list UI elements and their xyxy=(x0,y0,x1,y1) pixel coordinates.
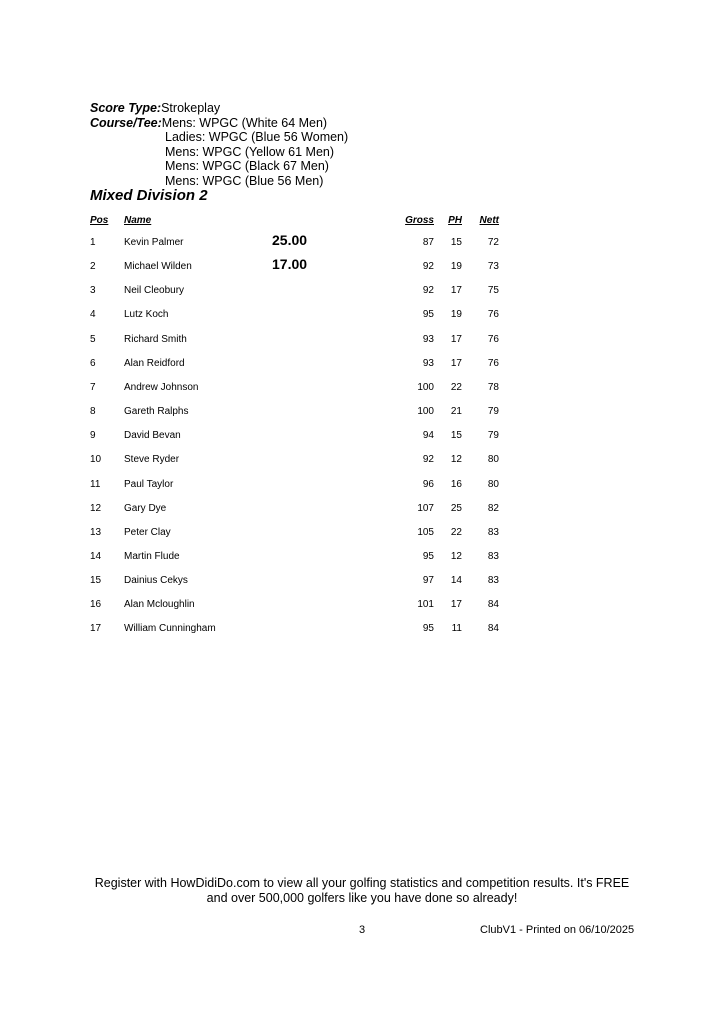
cell-pos: 14 xyxy=(90,550,102,562)
cell-bonus: 25.00 xyxy=(272,232,308,248)
footer-line-1: Register with HowDidiDo.com to view all your golfing statistics and competition results. It's FREE xyxy=(94,876,630,890)
cell-gross: 93 xyxy=(422,357,434,369)
cell-name: Andrew Johnson xyxy=(124,381,199,393)
cell-ph: 25 xyxy=(450,502,462,514)
table-row xyxy=(0,309,724,325)
footer-note xyxy=(0,876,724,906)
cell-gross: 94 xyxy=(422,430,434,442)
course-tee-line xyxy=(90,116,348,131)
table-row xyxy=(0,232,724,253)
cell-pos: 16 xyxy=(90,599,102,611)
cell-pos: 13 xyxy=(90,526,102,538)
cell-ph: 15 xyxy=(450,237,462,248)
cell-pos: 15 xyxy=(90,575,102,587)
cell-ph: 17 xyxy=(450,333,462,345)
course-tee-label: Course/Tee: xyxy=(90,115,162,130)
cell-gross: 96 xyxy=(422,478,434,490)
cell-nett: 84 xyxy=(487,623,499,635)
page-number: 3 xyxy=(359,924,366,936)
cell-nett: 80 xyxy=(487,454,499,466)
cell-nett: 80 xyxy=(487,478,499,490)
cell-ph: 17 xyxy=(450,357,462,369)
tee-item: Mens: WPGC (Yellow 61 Men) xyxy=(165,144,335,159)
col-header-ph: PH xyxy=(448,215,462,226)
table-row xyxy=(0,551,724,567)
cell-nett: 72 xyxy=(487,237,499,248)
cell-pos: 12 xyxy=(90,502,102,514)
cell-pos: 6 xyxy=(90,357,96,369)
cell-nett: 76 xyxy=(487,357,499,369)
cell-name: Kevin Palmer xyxy=(124,237,184,248)
cell-gross: 105 xyxy=(417,526,434,538)
cell-gross: 92 xyxy=(422,285,434,297)
table-row xyxy=(0,575,724,591)
cell-nett: 82 xyxy=(487,502,499,514)
cell-gross: 97 xyxy=(422,575,434,587)
cell-gross: 87 xyxy=(422,237,434,248)
cell-ph: 19 xyxy=(450,309,462,321)
cell-nett: 78 xyxy=(487,381,499,393)
cell-gross: 93 xyxy=(422,333,434,345)
cell-pos: 7 xyxy=(90,381,96,393)
table-row xyxy=(0,527,724,543)
division-title: Mixed Division 2 xyxy=(90,187,208,204)
cell-name: William Cunningham xyxy=(124,623,216,635)
cell-pos: 2 xyxy=(90,261,96,273)
cell-pos: 9 xyxy=(90,430,96,442)
cell-nett: 83 xyxy=(487,575,499,587)
cell-name: David Bevan xyxy=(124,430,181,442)
cell-gross: 101 xyxy=(417,599,434,611)
table-row xyxy=(0,503,724,519)
cell-name: Peter Clay xyxy=(124,526,171,538)
cell-gross: 95 xyxy=(422,309,434,321)
cell-name: Steve Ryder xyxy=(124,454,180,466)
cell-gross: 92 xyxy=(422,261,434,273)
table-row xyxy=(0,406,724,422)
footer-line-2: and over 500,000 golfers like you have done so already! xyxy=(206,891,518,905)
cell-pos: 1 xyxy=(90,237,96,248)
cell-nett: 79 xyxy=(487,430,499,442)
score-type-label: Score Type: xyxy=(90,101,162,115)
cell-name: Martin Flude xyxy=(124,550,180,562)
cell-pos: 17 xyxy=(90,623,102,635)
tee-item: Mens: WPGC (White 64 Men) xyxy=(161,115,328,130)
tee-item: Mens: WPGC (Blue 56 Men) xyxy=(165,173,324,188)
table-row xyxy=(0,334,724,350)
cell-nett: 73 xyxy=(487,261,499,273)
cell-ph: 11 xyxy=(451,623,462,635)
table-row xyxy=(0,256,724,277)
cell-name: Dainius Cekys xyxy=(124,575,188,587)
cell-pos: 3 xyxy=(90,285,96,297)
cell-nett: 76 xyxy=(487,333,499,345)
cell-ph: 22 xyxy=(450,381,462,393)
col-header-nett: Nett xyxy=(479,215,499,226)
table-row xyxy=(0,599,724,615)
printed-info: ClubV1 - Printed on 06/10/2025 xyxy=(480,924,635,936)
cell-name: Neil Cleobury xyxy=(124,285,185,297)
cell-ph: 12 xyxy=(450,454,462,466)
cell-gross: 107 xyxy=(417,502,434,514)
table-row xyxy=(0,454,724,470)
tee-item: Ladies: WPGC (Blue 56 Women) xyxy=(165,130,349,144)
col-header-pos: Pos xyxy=(90,215,109,226)
cell-nett: 84 xyxy=(487,599,499,611)
report-header xyxy=(90,101,348,188)
score-type-value: Strokeplay xyxy=(161,101,221,115)
cell-pos: 5 xyxy=(90,333,96,345)
cell-ph: 12 xyxy=(450,550,462,562)
cell-nett: 79 xyxy=(487,406,499,418)
cell-pos: 8 xyxy=(90,406,96,418)
cell-ph: 22 xyxy=(450,526,462,538)
cell-bonus: 17.00 xyxy=(272,256,308,273)
cell-nett: 75 xyxy=(487,285,499,297)
cell-ph: 19 xyxy=(450,261,462,273)
cell-name: Paul Taylor xyxy=(124,478,174,490)
cell-nett: 76 xyxy=(487,309,499,321)
cell-name: Gary Dye xyxy=(124,502,167,514)
cell-name: Alan Mcloughlin xyxy=(124,599,195,611)
table-row xyxy=(0,382,724,398)
table-row xyxy=(0,479,724,495)
table-row xyxy=(0,623,724,639)
cell-nett: 83 xyxy=(487,526,499,538)
cell-name: Gareth Ralphs xyxy=(124,406,189,418)
cell-name: Lutz Koch xyxy=(124,309,169,321)
table-row xyxy=(0,358,724,374)
cell-ph: 16 xyxy=(450,478,462,490)
cell-ph: 21 xyxy=(450,406,462,418)
tee-item: Mens: WPGC (Black 67 Men) xyxy=(165,159,329,173)
cell-gross: 95 xyxy=(422,623,434,635)
cell-name: Michael Wilden xyxy=(124,261,192,273)
cell-gross: 100 xyxy=(417,381,434,393)
table-row xyxy=(0,285,724,301)
score-type-line xyxy=(90,101,348,116)
table-row xyxy=(0,430,724,446)
cell-ph: 17 xyxy=(450,285,462,297)
cell-pos: 4 xyxy=(90,309,96,321)
cell-gross: 95 xyxy=(422,550,434,562)
cell-pos: 10 xyxy=(90,454,102,466)
cell-gross: 100 xyxy=(417,406,434,418)
col-header-gross: Gross xyxy=(405,215,434,226)
cell-gross: 92 xyxy=(422,454,434,466)
cell-ph: 17 xyxy=(450,599,462,611)
cell-nett: 83 xyxy=(487,550,499,562)
col-header-name: Name xyxy=(124,215,152,226)
cell-ph: 15 xyxy=(450,430,462,442)
cell-pos: 11 xyxy=(90,478,101,490)
cell-ph: 14 xyxy=(450,575,462,587)
cell-name: Alan Reidford xyxy=(124,357,185,369)
cell-name: Richard Smith xyxy=(124,333,187,345)
